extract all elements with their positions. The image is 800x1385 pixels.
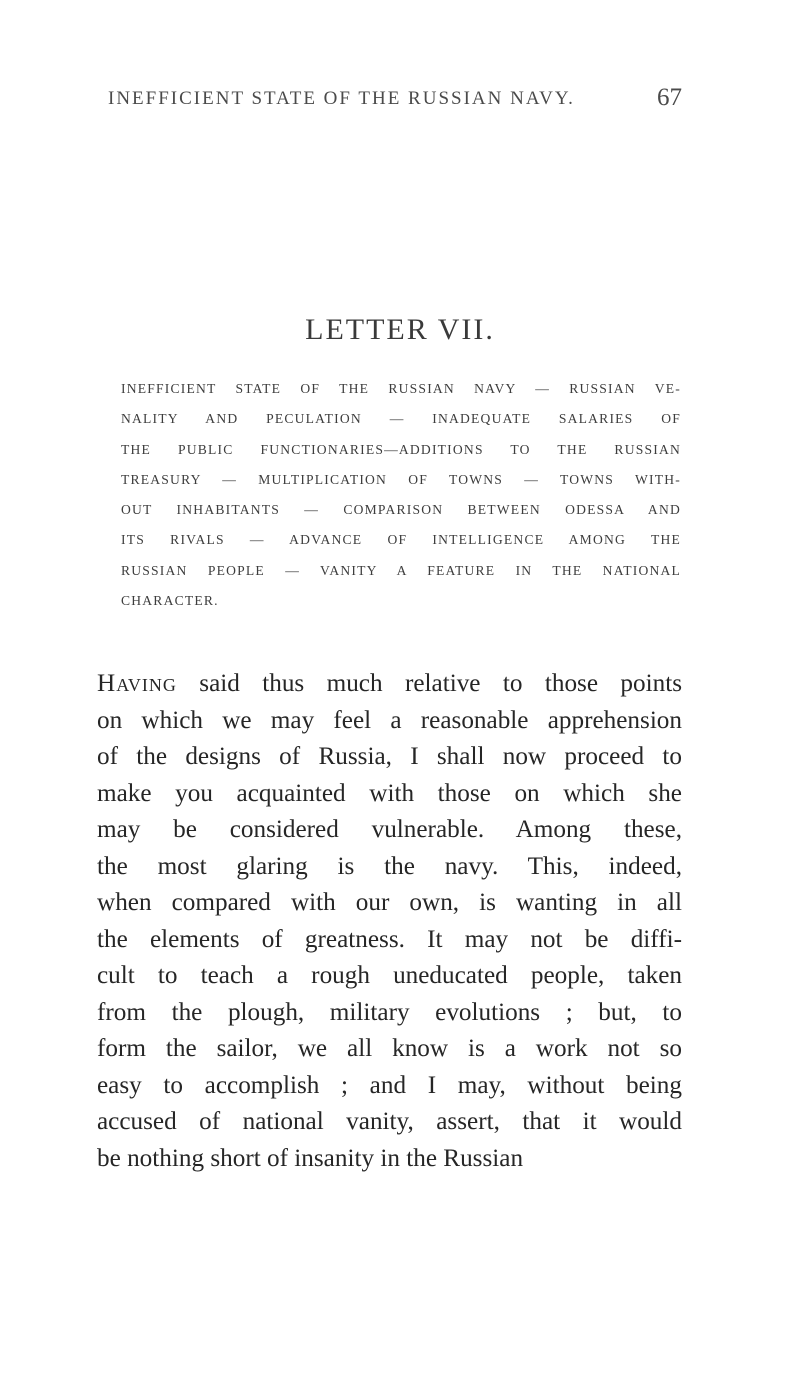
body-paragraph [97,666,682,1177]
summary-line: ITS RIVALS — ADVANCE OF INTELLIGENCE AMONG THE [121,532,681,548]
body-line: be nothing short of insanity in the Russian [97,1144,524,1172]
summary-line: RUSSIAN PEOPLE — VANITY A FEATURE IN THE NATIONAL [121,562,681,578]
body-line: the most glaring is the navy. This, indeed, [97,852,682,880]
body-line: cult to teach a rough uneducated people, taken [97,962,682,989]
summary-line: NALITY AND PECULATION — INADEQUATE SALARIES OF [121,411,681,427]
summary-line: THE PUBLIC FUNCTIONARIES—ADDITIONS TO THE RUSSIAN [121,441,681,457]
summary-line: TREASURY — MULTIPLICATION OF TOWNS — TOWNS WITH- [121,471,681,487]
running-head [108,84,682,111]
chapter-summary [121,374,681,616]
body-line: form the sailor, we all know is a work not so [97,1035,682,1062]
chapter-title: LETTER VII. [305,313,495,346]
body-line-text: said thus much relative to those points [176,670,682,697]
running-title: INEFFICIENT STATE OF THE RUSSIAN NAVY. [108,88,575,109]
body-line: on which we may feel a reasonable apprehension [97,706,682,734]
body-line: make you acquainted with those on which she [97,779,682,807]
summary-line: OUT INHABITANTS — COMPARISON BETWEEN ODESSA AND [121,502,681,518]
body-line: from the plough, military evolutions ; but, to [97,998,682,1026]
summary-line: INEFFICIENT STATE OF THE RUSSIAN NAVY — RUSSIAN VE- [121,381,681,396]
body-line: easy to accomplish ; and I may, without being [97,1071,682,1099]
body-line: of the designs of Russia, I shall now proceed to [97,743,682,770]
body-line: the elements of greatness. It may not be diffi- [97,925,682,953]
body-line: when compared with our own, is wanting in all [97,889,682,916]
summary-line: CHARACTER. [121,593,219,609]
body-line [97,666,682,703]
drop-word: Having [97,670,177,697]
body-line: accused of national vanity, assert, that it would [97,1108,682,1135]
body-line: may be considered vulnerable. Among these, [97,816,682,843]
page-number: 67 [657,84,682,111]
